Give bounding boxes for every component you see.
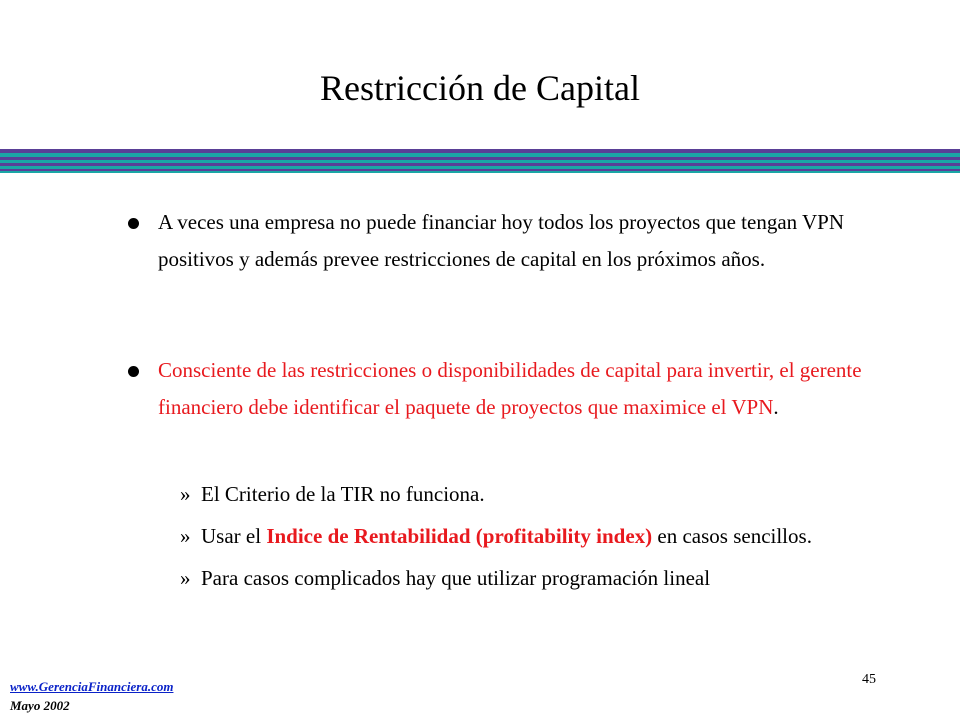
sub-bullet-item (180, 522, 880, 550)
divider-stripe (0, 171, 960, 173)
slide-title: Restricción de Capital (320, 68, 640, 108)
sub-bullet-marker: » (180, 566, 191, 590)
sub-bullet-marker: » (180, 524, 191, 548)
sub-bullet-text: Para casos complicados hay que utilizar programación lineal (201, 566, 711, 590)
title-divider (0, 149, 960, 175)
bullet-dot-icon (128, 218, 139, 229)
page-number: 45 (862, 672, 876, 687)
website-link[interactable]: www.GerenciaFinanciera.com (10, 679, 174, 694)
sub-bullet-text: El Criterio de la TIR no funciona. (201, 482, 485, 506)
bullet-text-red: Consciente de las restricciones o disponibilidades de capital para invertir, el gerente financiero debe identificar el paquete de proyectos que maximice el VPN (158, 358, 862, 419)
sub-bullet-item (180, 480, 880, 508)
bullet-text-tail: . (773, 395, 779, 419)
bullet-item (128, 352, 868, 426)
bullet-text (128, 352, 868, 426)
sub-bullet-text: Usar el (201, 524, 267, 548)
bullet-text: A veces una empresa no puede financiar hoy todos los proyectos que tengan VPN positivos y además prevee restricciones de capital en los próximos años. (158, 210, 845, 271)
profitability-index-emphasis: Indice de Rentabilidad (profitability index) (266, 524, 653, 548)
sub-bullet-item (180, 564, 880, 592)
sub-bullet-text: en casos sencillos. (652, 524, 812, 548)
sub-bullet-list (180, 480, 880, 606)
sub-bullet-marker: » (180, 482, 191, 506)
bullet-dot-icon (128, 366, 139, 377)
footer-date: Mayo 2002 (10, 698, 70, 713)
bullet-item (128, 204, 868, 278)
